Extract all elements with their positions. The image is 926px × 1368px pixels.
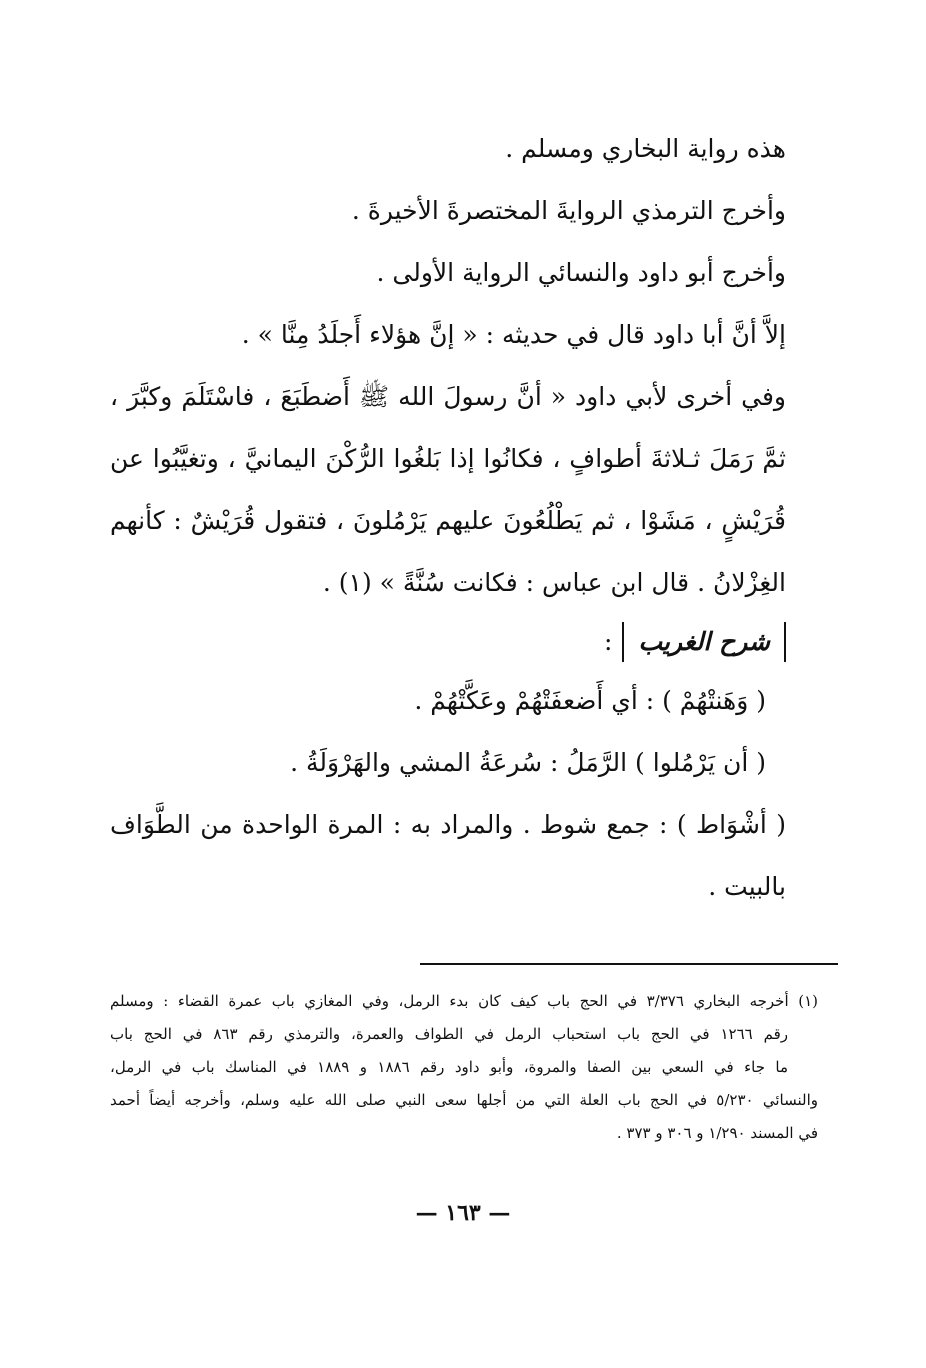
footnote-divider (420, 963, 838, 965)
footnote-line: ما جاء في السعي بين الصفا والمروة، وأبو داود رقم ١٨٨٦ و ١٨٨٩ في المناسك باب في الرمل، (110, 1058, 788, 1076)
footnotes (110, 985, 818, 1150)
body-line: وأخرج أبو داود والنسائي الرواية الأولى . (376, 258, 786, 287)
glossary-line: بالبيت . (708, 872, 786, 901)
glossary-line: ( أشْوَاط ) : جمع شوط . والمراد به : المرة الواحدة من الطَّوَاف (110, 810, 786, 839)
section-heading (110, 614, 786, 670)
glossary-line: ( وَهَنتْهُمْ ) : أي أَضعفَتْهُمْ وعَكَّتْهُمْ . (414, 686, 766, 715)
main-text (110, 118, 786, 918)
body-line: الغِزْلانُ . قال ابن عباس : فكانت سُنَّةً » (١) . (322, 568, 786, 597)
page-number: — ١٦٣ — (415, 1200, 511, 1226)
body-line: قُرَيْشٍ ، مَشَوْا ، ثم يَطْلُعُونَ عليهم يَرْمُلونَ ، فتقول قُرَيْشٌ : كأنهم (110, 506, 786, 535)
body-line: وأخرج الترمذي الروايةَ المختصرةَ الأخيرةَ . (351, 196, 786, 225)
glossary-line: ( أن يَرْمُلوا ) الرَّمَلُ : سُرعَةُ المشي والهَرْوَلَةُ . (290, 748, 766, 777)
footnote-line: في المسند ١/٢٩٠ و ٣٠٦ و ٣٧٣ . (616, 1124, 818, 1142)
footnote-line: رقم ١٢٦٦ في الحج باب استحباب الرمل في الطواف والعمرة، والترمذي رقم ٨٦٣ في الحج باب (110, 1025, 788, 1043)
footnote-line: والنسائي ٥/٢٣٠ في الحج باب العلة التي من أجلها سعى النبي صلى الله عليه وسلم، وأخرجه أيضاً أحمد (110, 1091, 818, 1109)
body-line: هذه رواية البخاري ومسلم . (505, 134, 786, 163)
body-line: إلاَّ أنَّ أبا داود قال في حديثه : « إنَّ هؤلاء أَجلَدُ مِنَّا » . (241, 320, 786, 349)
body-line: ثمَّ رَمَلَ ثـلاثةَ أطوافٍ ، فكانُوا إذا بَلغُوا الرُّكْنَ اليمانيَّ ، وتغيَّبُوا عن (110, 444, 786, 473)
heading-colon: : (604, 627, 613, 656)
footnote-line: (١) أخرجه البخاري ٣/٣٧٦ في الحج باب كيف كان بدء الرمل، وفي المغازي باب عمرة القضاء : ومسلم (110, 992, 818, 1010)
heading-label: شرح الغريب (622, 622, 786, 662)
body-line: وفي أخرى لأبي داود « أنَّ رسولَ الله ﷺ أَضطَبَعَ ، فاسْتَلَمَ وكبَّرَ ، (110, 382, 786, 411)
